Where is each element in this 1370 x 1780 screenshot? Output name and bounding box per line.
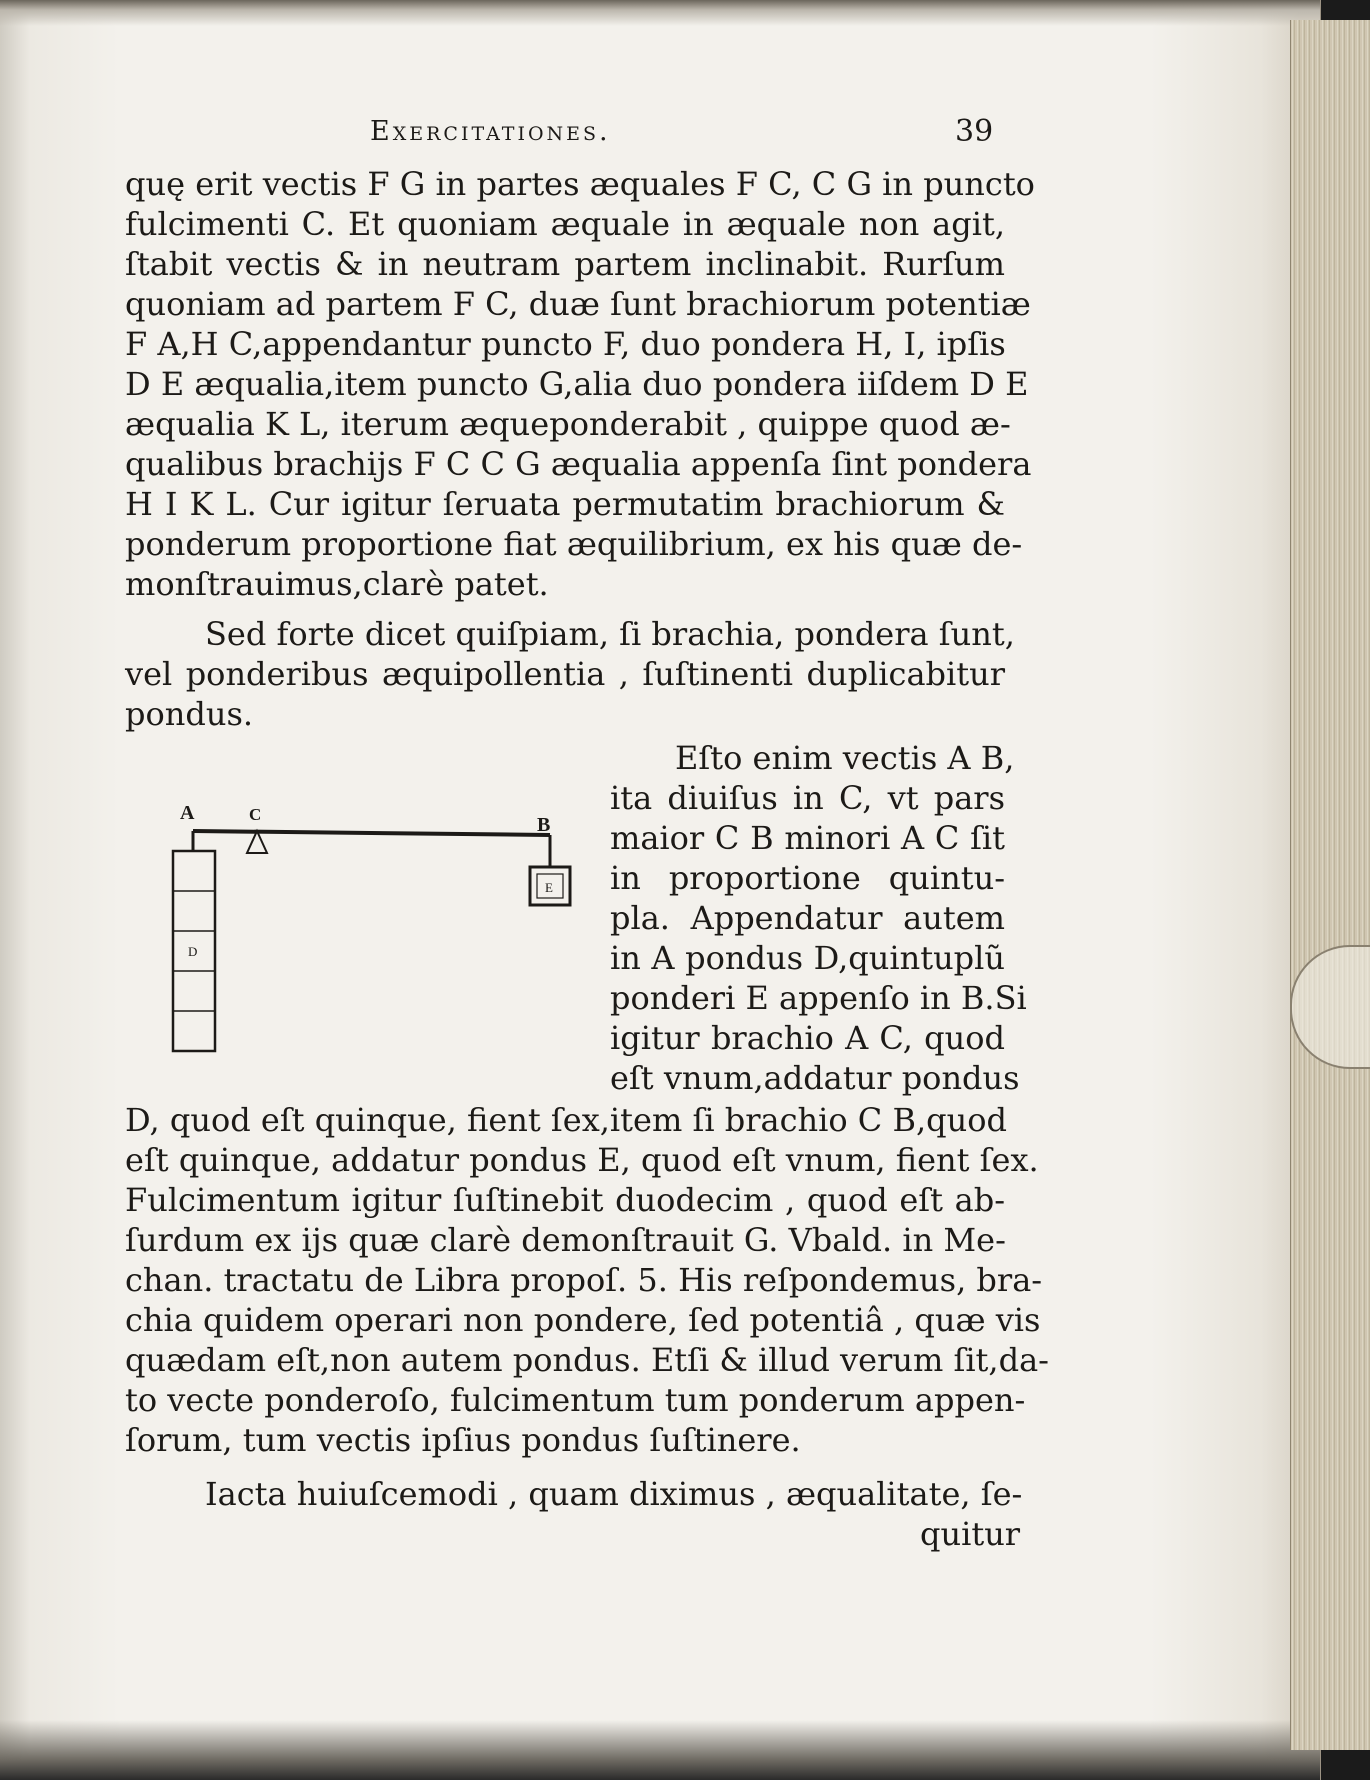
label-e: E bbox=[545, 880, 553, 895]
text-line: pondus. bbox=[125, 695, 254, 733]
label-b: B bbox=[537, 814, 551, 836]
text-line: D, quod eſt quinque, fient ſex,item ſi brachio C B,quod bbox=[125, 1101, 1007, 1139]
label-d: D bbox=[188, 944, 198, 959]
lever-diagram bbox=[145, 795, 585, 1065]
text-line: F A,H C,appendantur puncto F, duo pondera H, I, ipſis bbox=[125, 325, 1006, 363]
text-line: chan. tractatu de Libra propoſ. 5. His reſpondemus, bra- bbox=[125, 1261, 1043, 1299]
text-line: ſurdum ex ijs quæ clarè demonſtrauit G. Vbald. in Me- bbox=[125, 1221, 1006, 1259]
catchword: quitur bbox=[920, 1515, 1021, 1553]
text-line: ponderi E appenſo in B.Si bbox=[610, 979, 1027, 1017]
page-number: 39 bbox=[955, 114, 994, 149]
text-line: Sed forte dicet quiſpiam, ſi brachia, pondera ſunt, bbox=[205, 615, 1015, 653]
text-line: pla. Appendatur autem bbox=[610, 899, 1005, 937]
text-line: D E æqualia,item puncto G,alia duo pondera iiſdem D E bbox=[125, 365, 1029, 403]
text-line: æqualia K L, iterum æqueponderabit , quippe quod æ- bbox=[125, 405, 1011, 443]
text-line: maior C B minori A C ſit bbox=[610, 819, 1005, 857]
text-line: in A pondus D,quintuplũ bbox=[610, 939, 1005, 977]
text-line: igitur brachio A C, quod bbox=[610, 1019, 1005, 1057]
text-line: qualibus brachijs F C C G æqualia appenſa ſint pondera bbox=[125, 445, 1032, 483]
text-line: eſt vnum,addatur pondus bbox=[610, 1059, 1020, 1097]
page-bottom-shadow bbox=[0, 1720, 1320, 1780]
text-line: ſorum, tum vectis ipſius pondus ſuſtinere. bbox=[125, 1421, 801, 1459]
text-line: quoniam ad partem F C, duæ ſunt brachiorum potentiæ bbox=[125, 285, 1031, 323]
text-line: Iacta huiuſcemodi , quam diximus , æqualitate, ſe- bbox=[205, 1475, 1023, 1513]
text-line: fulcimenti C. Et quoniam æquale in æquale non agit, bbox=[125, 205, 1005, 243]
text-line: Eſto enim vectis A B, bbox=[675, 739, 1015, 777]
text-line: ita diuiſus in C, vt pars bbox=[610, 779, 1005, 817]
running-head: Exercitationes. bbox=[370, 116, 611, 147]
label-a: A bbox=[180, 802, 195, 824]
text-line: ſtabit vectis & in neutram partem inclinabit. Rurſum bbox=[125, 245, 1005, 283]
text-line: ponderum proportione fiat æquilibrium, ex his quæ de- bbox=[125, 525, 1023, 563]
text-line: H I K L. Cur igitur ſeruata permutatim brachiorum & bbox=[125, 485, 1005, 523]
text-line: eſt quinque, addatur pondus E, quod eſt vnum, fient ſex. bbox=[125, 1141, 1039, 1179]
lever-beam bbox=[193, 831, 550, 835]
text-line: quę erit vectis F G in partes æquales F C, C G in puncto bbox=[125, 165, 1035, 203]
page-top-shadow bbox=[0, 0, 1320, 26]
text-line: quædam eſt,non autem pondus. Etſi & illud verum ſit,da- bbox=[125, 1341, 1049, 1379]
text-line: vel ponderibus æquipollentia , ſuſtinenti duplicabitur bbox=[125, 655, 1005, 693]
text-line: Fulcimentum igitur ſuſtinebit duodecim , quod eſt ab- bbox=[125, 1181, 1005, 1219]
text-line: monſtrauimus,clarè patet. bbox=[125, 565, 549, 603]
text-line: in proportione quintu- bbox=[610, 859, 1005, 897]
label-c: C bbox=[249, 805, 262, 824]
book-fore-edge bbox=[1290, 20, 1370, 1750]
text-line: to vecte ponderoſo, fulcimentum tum ponderum appen- bbox=[125, 1381, 1026, 1419]
text-line: chia quidem operari non pondere, ſed potentiâ , quæ vis bbox=[125, 1301, 1041, 1339]
fulcrum-triangle bbox=[247, 831, 267, 853]
